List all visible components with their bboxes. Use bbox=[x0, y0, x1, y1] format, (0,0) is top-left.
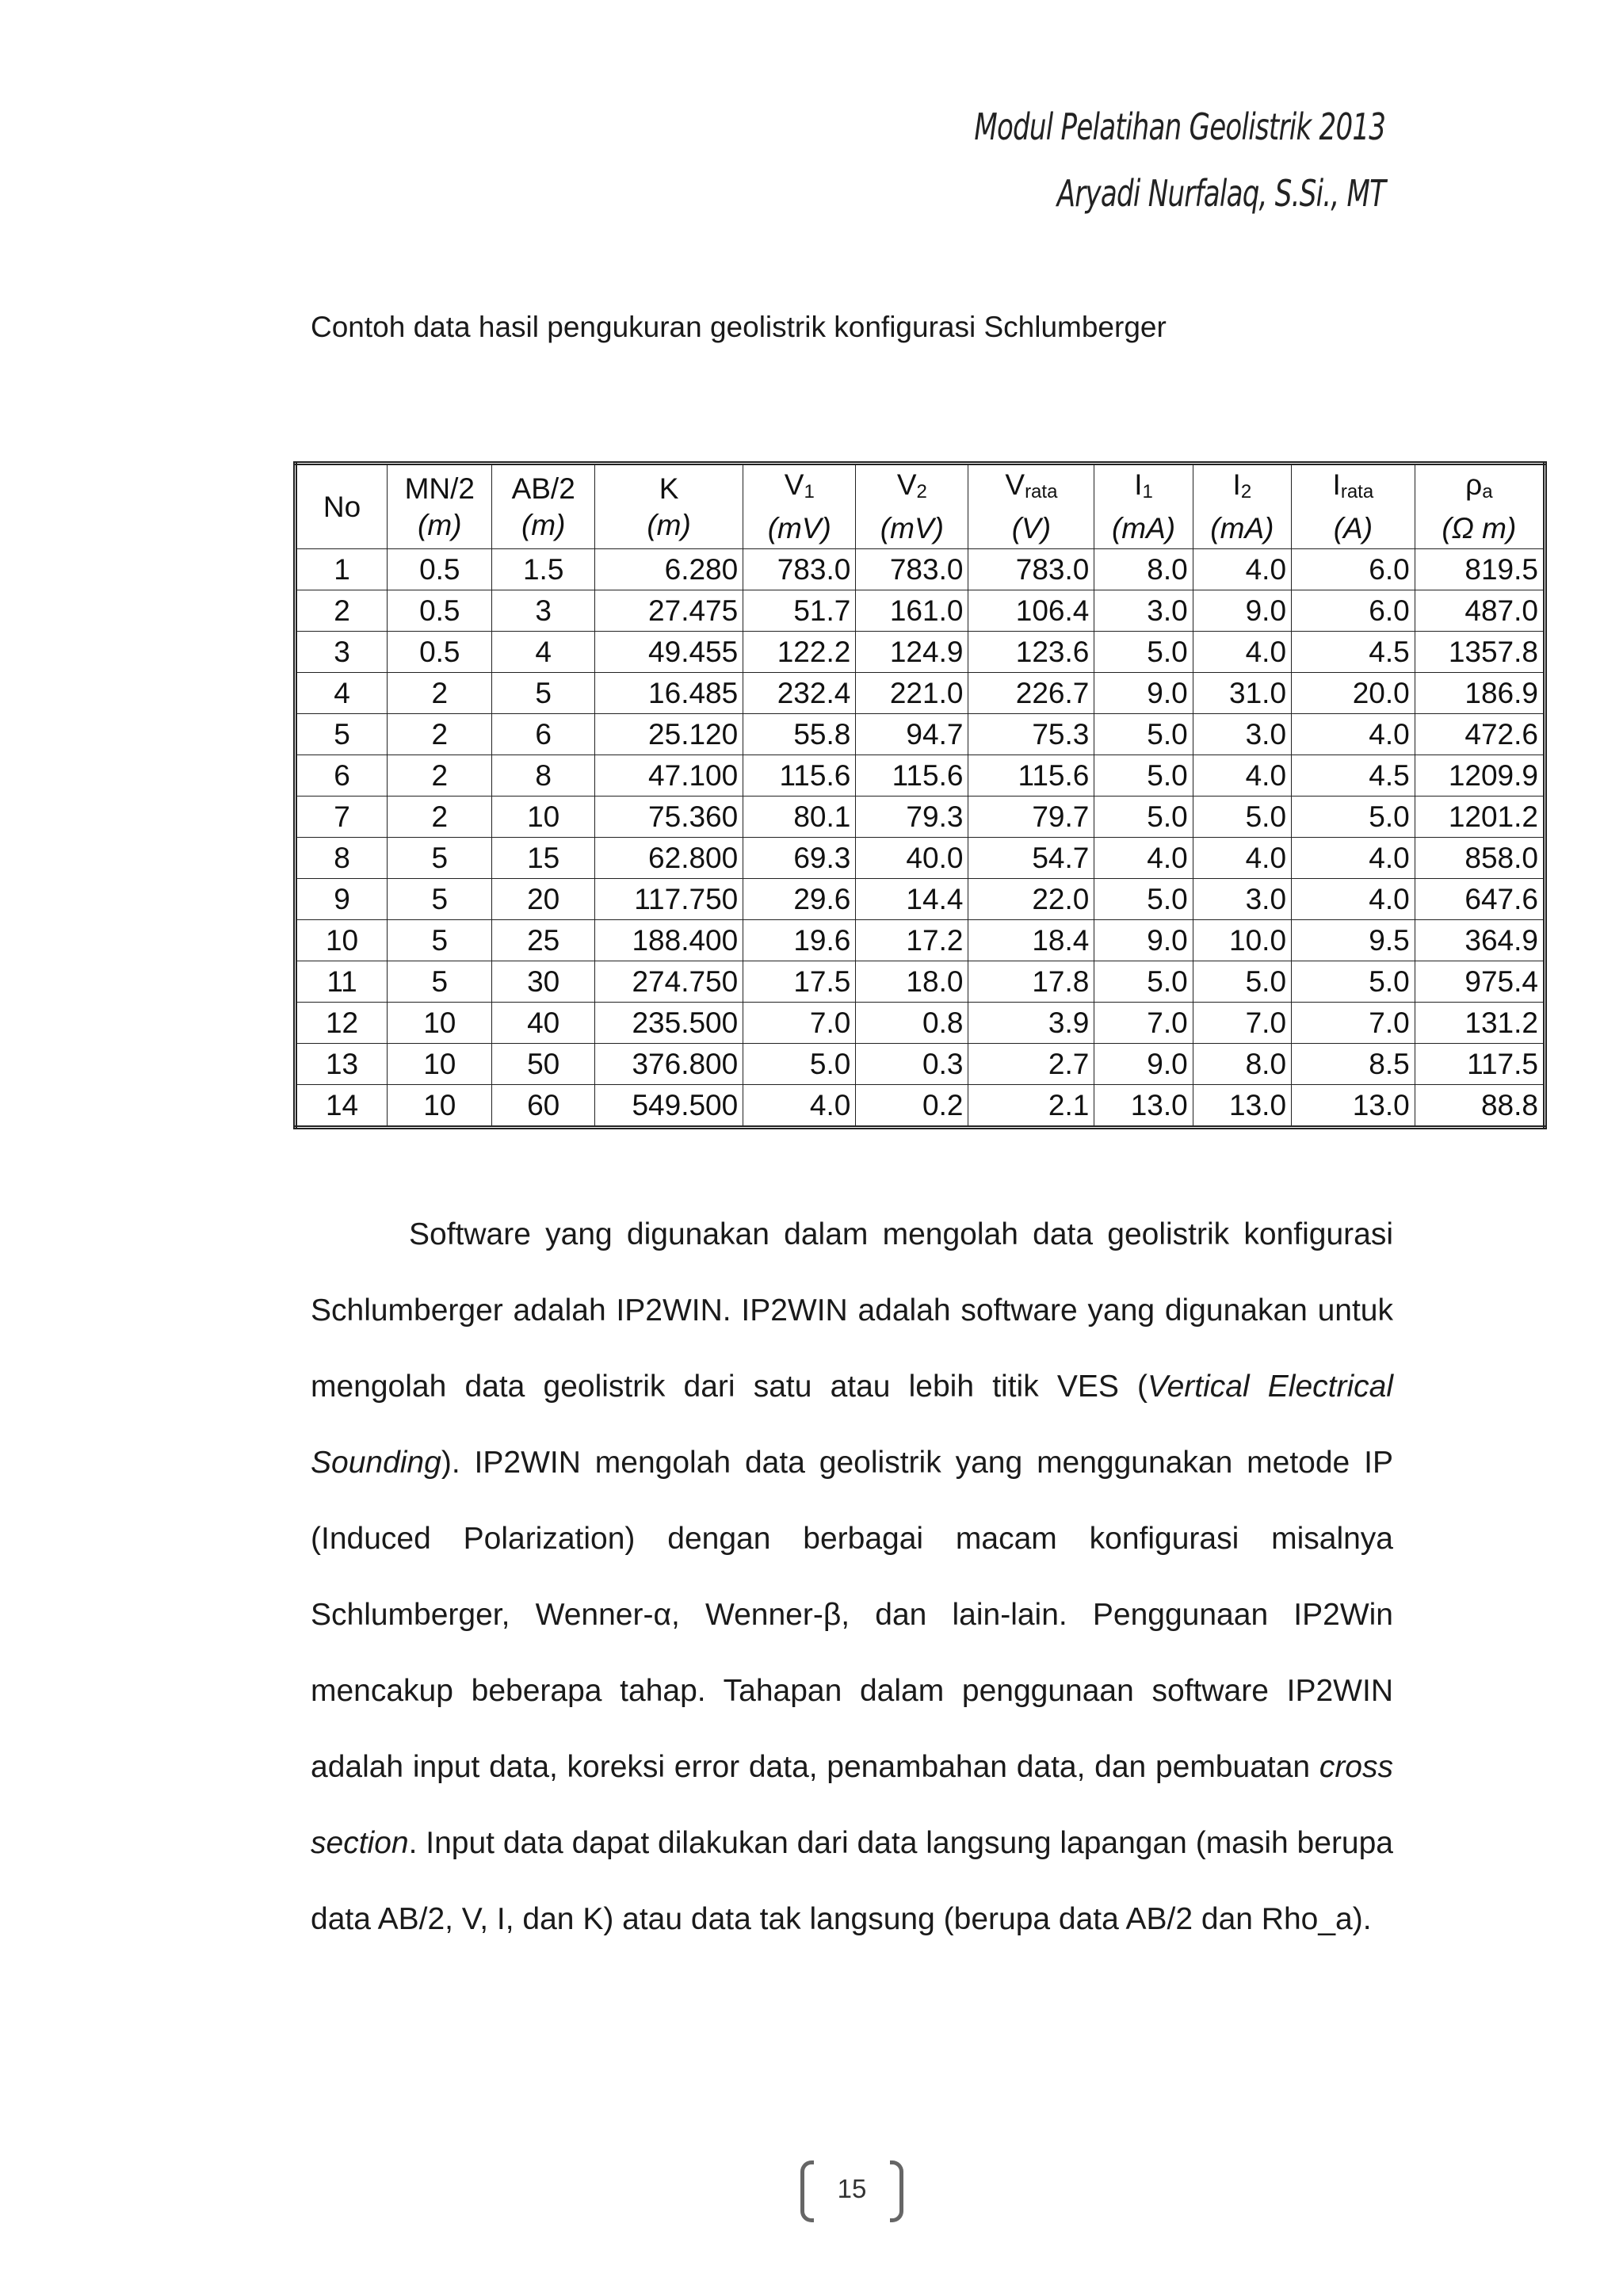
table-cell: 221.0 bbox=[856, 673, 968, 714]
table-caption: Contoh data hasil pengukuran geolistrik konfigurasi Schlumberger bbox=[311, 311, 1167, 343]
column-header-symbol: No bbox=[323, 490, 361, 523]
table-row bbox=[296, 755, 1545, 797]
table-cell: 2.1 bbox=[968, 1085, 1094, 1128]
paragraph-italic-cross-section: cross section bbox=[311, 1750, 1393, 1860]
table-cell: 4.0 bbox=[1292, 714, 1415, 755]
table-cell: 17.5 bbox=[743, 961, 856, 1003]
column-header-unit: (m) bbox=[521, 508, 566, 541]
table-cell: 7.0 bbox=[1094, 1003, 1193, 1044]
table-cell: 17.8 bbox=[968, 961, 1094, 1003]
column-header-label bbox=[747, 467, 852, 510]
table-cell: 1209.9 bbox=[1415, 755, 1545, 797]
table-cell: 88.8 bbox=[1415, 1085, 1545, 1128]
table-cell: 5.0 bbox=[1193, 797, 1291, 838]
table-cell: 10 bbox=[388, 1003, 492, 1044]
body-paragraph bbox=[311, 1197, 1393, 1958]
page-number-text: 15 bbox=[837, 2174, 867, 2203]
column-header-symbol: V bbox=[1005, 468, 1025, 501]
table-cell: 5.0 bbox=[1193, 961, 1291, 1003]
table-cell: 1201.2 bbox=[1415, 797, 1545, 838]
table-cell: 364.9 bbox=[1415, 920, 1545, 961]
table-cell: 549.500 bbox=[594, 1085, 743, 1128]
column-header-unit: (mA) bbox=[1111, 512, 1176, 544]
table-cell: 5.0 bbox=[1094, 755, 1193, 797]
table-cell: 54.7 bbox=[968, 838, 1094, 879]
table-cell: 5 bbox=[388, 920, 492, 961]
table-cell: 975.4 bbox=[1415, 961, 1545, 1003]
table-cell: 858.0 bbox=[1415, 838, 1545, 879]
table-row bbox=[296, 549, 1545, 590]
table-cell: 4.0 bbox=[1292, 838, 1415, 879]
table-cell: 4.5 bbox=[1292, 755, 1415, 797]
column-header-subscript: 2 bbox=[916, 481, 927, 502]
column-header-label bbox=[598, 471, 739, 507]
table-cell: 4.5 bbox=[1292, 632, 1415, 673]
page-number bbox=[792, 2157, 911, 2221]
table-cell: 487.0 bbox=[1415, 590, 1545, 632]
table-cell: 3 bbox=[296, 632, 388, 673]
table-cell: 16.485 bbox=[594, 673, 743, 714]
table-cell: 12 bbox=[296, 1003, 388, 1044]
table-cell: 0.2 bbox=[856, 1085, 968, 1128]
table-cell: 10 bbox=[296, 920, 388, 961]
column-header-symbol: ρ bbox=[1465, 468, 1483, 501]
table-cell: 161.0 bbox=[856, 590, 968, 632]
table-row bbox=[296, 714, 1545, 755]
table-cell: 18.4 bbox=[968, 920, 1094, 961]
table-cell: 27.475 bbox=[594, 590, 743, 632]
table-row bbox=[296, 1085, 1545, 1128]
table-cell: 0.3 bbox=[856, 1044, 968, 1085]
column-header-1 bbox=[388, 464, 492, 549]
table-cell: 10 bbox=[388, 1085, 492, 1128]
table-cell: 0.5 bbox=[388, 549, 492, 590]
column-header-4 bbox=[743, 464, 856, 549]
column-header-label bbox=[1098, 467, 1189, 510]
column-header-unit: (V) bbox=[1011, 512, 1052, 544]
table-cell: 8 bbox=[492, 755, 594, 797]
table-cell: 8 bbox=[296, 838, 388, 879]
column-header-symbol: K bbox=[659, 472, 679, 505]
table-cell: 5 bbox=[492, 673, 594, 714]
paragraph-text bbox=[311, 1197, 1393, 1958]
table-cell: 22.0 bbox=[968, 879, 1094, 920]
table-cell: 3.0 bbox=[1094, 590, 1193, 632]
table-cell: 3 bbox=[492, 590, 594, 632]
table-cell: 80.1 bbox=[743, 797, 856, 838]
table-cell: 5.0 bbox=[1292, 961, 1415, 1003]
table-row bbox=[296, 1003, 1545, 1044]
table-cell: 15 bbox=[492, 838, 594, 879]
table-cell: 2 bbox=[388, 797, 492, 838]
table-row bbox=[296, 879, 1545, 920]
table-row bbox=[296, 961, 1545, 1003]
table-cell: 47.100 bbox=[594, 755, 743, 797]
table-cell: 9.0 bbox=[1193, 590, 1291, 632]
header-title: Modul Pelatihan Geolistrik 2013 bbox=[974, 105, 1385, 148]
table-cell: 4.0 bbox=[1193, 632, 1291, 673]
table-cell: 13.0 bbox=[1094, 1085, 1193, 1128]
table-cell: 20.0 bbox=[1292, 673, 1415, 714]
column-header-subscript: a bbox=[1482, 481, 1493, 502]
table-cell: 235.500 bbox=[594, 1003, 743, 1044]
column-header-unit: (m) bbox=[418, 508, 462, 541]
table-cell: 7 bbox=[296, 797, 388, 838]
column-header-10 bbox=[1415, 464, 1545, 549]
table-cell: 6 bbox=[492, 714, 594, 755]
table-cell: 75.360 bbox=[594, 797, 743, 838]
table-cell: 376.800 bbox=[594, 1044, 743, 1085]
column-header-label bbox=[300, 489, 384, 525]
table-header bbox=[296, 464, 1545, 549]
table-cell: 472.6 bbox=[1415, 714, 1545, 755]
table-cell: 123.6 bbox=[968, 632, 1094, 673]
column-header-subscript: rata bbox=[1340, 481, 1374, 502]
table-cell: 115.6 bbox=[743, 755, 856, 797]
table-cell: 1357.8 bbox=[1415, 632, 1545, 673]
table-cell: 5 bbox=[388, 879, 492, 920]
table-cell: 274.750 bbox=[594, 961, 743, 1003]
column-header-subscript: 1 bbox=[1142, 481, 1153, 502]
table-cell: 40 bbox=[492, 1003, 594, 1044]
table-cell: 4.0 bbox=[1094, 838, 1193, 879]
table-cell: 117.750 bbox=[594, 879, 743, 920]
table-cell: 106.4 bbox=[968, 590, 1094, 632]
table-cell: 819.5 bbox=[1415, 549, 1545, 590]
table-cell: 5 bbox=[388, 838, 492, 879]
table-cell: 4.0 bbox=[743, 1085, 856, 1128]
table-cell: 9.0 bbox=[1094, 920, 1193, 961]
table-cell: 29.6 bbox=[743, 879, 856, 920]
table-cell: 6.280 bbox=[594, 549, 743, 590]
table-cell: 4.0 bbox=[1193, 549, 1291, 590]
paragraph-part-3: ). IP2WIN mengolah data geolistrik yang menggunakan metode IP (Induced Polarization) dengan berbagai macam konfigurasi misalnya Schlumberger, Wenner-α, Wenner-β, dan lain-lain. Penggunaan IP2Win mencakup beberapa tahap. Tahapan dalam penggunaan software IP2WIN adalah input data, koreksi error data, penambahan data, dan pembuatan bbox=[311, 1446, 1393, 1784]
table-cell: 79.3 bbox=[856, 797, 968, 838]
table-cell: 2 bbox=[388, 673, 492, 714]
table-cell: 50 bbox=[492, 1044, 594, 1085]
table-cell: 783.0 bbox=[743, 549, 856, 590]
column-header-unit: (mA) bbox=[1210, 512, 1274, 544]
column-header-7 bbox=[1094, 464, 1193, 549]
table-cell: 783.0 bbox=[968, 549, 1094, 590]
column-header-symbol: I bbox=[1134, 468, 1143, 501]
table-cell: 2 bbox=[388, 755, 492, 797]
column-header-label bbox=[1197, 467, 1288, 510]
table-row bbox=[296, 1044, 1545, 1085]
header-author: Aryadi Nurfalaq, S.Si., MT bbox=[1056, 172, 1385, 215]
table-cell: 5.0 bbox=[1094, 961, 1193, 1003]
paragraph-part-1: Software yang digunakan dalam mengolah data geolistrik konfigurasi Schlumberger adalah IP2WIN. IP2WIN adalah software yang digunakan untuk mengolah data geolistrik dari satu atau lebih titik VES ( bbox=[311, 1217, 1393, 1404]
column-header-subscript: rata bbox=[1025, 481, 1058, 502]
table-cell: 10.0 bbox=[1193, 920, 1291, 961]
column-header-label bbox=[391, 471, 488, 507]
column-header-label bbox=[1419, 467, 1540, 510]
table-cell: 17.2 bbox=[856, 920, 968, 961]
table-cell: 2 bbox=[296, 590, 388, 632]
table-cell: 8.0 bbox=[1193, 1044, 1291, 1085]
table-cell: 2 bbox=[388, 714, 492, 755]
table-cell: 0.5 bbox=[388, 590, 492, 632]
table-cell: 4.0 bbox=[1193, 755, 1291, 797]
table-cell: 0.5 bbox=[388, 632, 492, 673]
table-cell: 10 bbox=[388, 1044, 492, 1085]
table-cell: 188.400 bbox=[594, 920, 743, 961]
table-cell: 49.455 bbox=[594, 632, 743, 673]
column-header-0 bbox=[296, 464, 388, 549]
table-body bbox=[296, 549, 1545, 1128]
table-cell: 115.6 bbox=[968, 755, 1094, 797]
column-header-label bbox=[495, 471, 590, 507]
column-header-symbol: V bbox=[896, 468, 917, 501]
table-cell: 6.0 bbox=[1292, 549, 1415, 590]
table-cell: 7.0 bbox=[743, 1003, 856, 1044]
table-cell: 40.0 bbox=[856, 838, 968, 879]
left-bracket-icon bbox=[800, 2160, 814, 2222]
column-header-unit: (m) bbox=[647, 508, 691, 541]
table-cell: 10 bbox=[492, 797, 594, 838]
table-cell: 30 bbox=[492, 961, 594, 1003]
table-cell: 5.0 bbox=[743, 1044, 856, 1085]
table-cell: 13.0 bbox=[1193, 1085, 1291, 1128]
table-cell: 14 bbox=[296, 1085, 388, 1128]
table-cell: 94.7 bbox=[856, 714, 968, 755]
column-header-label bbox=[859, 467, 964, 510]
table-cell: 5 bbox=[388, 961, 492, 1003]
table-cell: 79.7 bbox=[968, 797, 1094, 838]
table-cell: 226.7 bbox=[968, 673, 1094, 714]
table-cell: 25.120 bbox=[594, 714, 743, 755]
table-cell: 2.7 bbox=[968, 1044, 1094, 1085]
table-row bbox=[296, 838, 1545, 879]
paragraph-part-5: . Input data dapat dilakukan dari data langsung lapangan (masih berupa data AB/2, V, I, dan K) atau data tak langsung (berupa data AB/2 dan Rho_a). bbox=[311, 1826, 1393, 1936]
table-cell: 5.0 bbox=[1292, 797, 1415, 838]
table-cell: 115.6 bbox=[856, 755, 968, 797]
column-header-label bbox=[1295, 467, 1411, 510]
table-cell: 232.4 bbox=[743, 673, 856, 714]
table-row bbox=[296, 920, 1545, 961]
table-cell: 13 bbox=[296, 1044, 388, 1085]
table-cell: 4 bbox=[296, 673, 388, 714]
column-header-8 bbox=[1193, 464, 1291, 549]
table-cell: 8.5 bbox=[1292, 1044, 1415, 1085]
table-cell: 13.0 bbox=[1292, 1085, 1415, 1128]
table-row bbox=[296, 797, 1545, 838]
table-cell: 9.0 bbox=[1094, 1044, 1193, 1085]
table-cell: 9.0 bbox=[1094, 673, 1193, 714]
table-cell: 31.0 bbox=[1193, 673, 1291, 714]
table-cell: 14.4 bbox=[856, 879, 968, 920]
table-cell: 5.0 bbox=[1094, 879, 1193, 920]
table-row bbox=[296, 673, 1545, 714]
column-header-label bbox=[972, 467, 1090, 510]
table-cell: 9 bbox=[296, 879, 388, 920]
table-cell: 3.9 bbox=[968, 1003, 1094, 1044]
paragraph-italic-ves: Vertical Electrical Sounding bbox=[311, 1370, 1393, 1480]
column-header-subscript: 1 bbox=[804, 481, 815, 502]
table-cell: 783.0 bbox=[856, 549, 968, 590]
table-cell: 69.3 bbox=[743, 838, 856, 879]
column-header-2 bbox=[492, 464, 594, 549]
table-cell: 18.0 bbox=[856, 961, 968, 1003]
table-cell: 3.0 bbox=[1193, 879, 1291, 920]
table-cell: 11 bbox=[296, 961, 388, 1003]
table-cell: 4.0 bbox=[1292, 879, 1415, 920]
table-cell: 25 bbox=[492, 920, 594, 961]
table-cell: 124.9 bbox=[856, 632, 968, 673]
column-header-symbol: AB/2 bbox=[511, 472, 575, 505]
column-header-unit: (mV) bbox=[880, 512, 944, 544]
column-header-unit: (mV) bbox=[767, 512, 831, 544]
table-cell: 20 bbox=[492, 879, 594, 920]
column-header-symbol: I bbox=[1232, 468, 1241, 501]
column-header-unit: (Ω m) bbox=[1442, 512, 1517, 544]
table-cell: 5.0 bbox=[1094, 797, 1193, 838]
measurement-table bbox=[293, 461, 1547, 1129]
table-cell: 7.0 bbox=[1193, 1003, 1291, 1044]
table-cell: 186.9 bbox=[1415, 673, 1545, 714]
table-cell: 647.6 bbox=[1415, 879, 1545, 920]
table-cell: 1.5 bbox=[492, 549, 594, 590]
column-header-symbol: MN/2 bbox=[404, 472, 475, 505]
column-header-unit: (A) bbox=[1333, 512, 1373, 544]
table-cell: 19.6 bbox=[743, 920, 856, 961]
column-header-3 bbox=[594, 464, 743, 549]
table-cell: 75.3 bbox=[968, 714, 1094, 755]
table-cell: 1 bbox=[296, 549, 388, 590]
header-row bbox=[296, 464, 1545, 549]
table-cell: 5 bbox=[296, 714, 388, 755]
column-header-9 bbox=[1292, 464, 1415, 549]
table-cell: 62.800 bbox=[594, 838, 743, 879]
table-cell: 4 bbox=[492, 632, 594, 673]
table-cell: 131.2 bbox=[1415, 1003, 1545, 1044]
table-cell: 9.5 bbox=[1292, 920, 1415, 961]
column-header-subscript: 2 bbox=[1240, 481, 1252, 502]
table-cell: 3.0 bbox=[1193, 714, 1291, 755]
table-row bbox=[296, 632, 1545, 673]
table-cell: 8.0 bbox=[1094, 549, 1193, 590]
table-cell: 51.7 bbox=[743, 590, 856, 632]
table-cell: 6 bbox=[296, 755, 388, 797]
table-cell: 5.0 bbox=[1094, 714, 1193, 755]
table-row bbox=[296, 590, 1545, 632]
column-header-symbol: I bbox=[1332, 468, 1341, 501]
table-cell: 55.8 bbox=[743, 714, 856, 755]
table-cell: 60 bbox=[492, 1085, 594, 1128]
table-cell: 117.5 bbox=[1415, 1044, 1545, 1085]
column-header-5 bbox=[856, 464, 968, 549]
table-cell: 0.8 bbox=[856, 1003, 968, 1044]
table-cell: 6.0 bbox=[1292, 590, 1415, 632]
table-cell: 4.0 bbox=[1193, 838, 1291, 879]
table-cell: 5.0 bbox=[1094, 632, 1193, 673]
right-bracket-icon bbox=[890, 2160, 903, 2222]
column-header-6 bbox=[968, 464, 1094, 549]
table-cell: 122.2 bbox=[743, 632, 856, 673]
document-header bbox=[974, 94, 1385, 227]
column-header-symbol: V bbox=[784, 468, 804, 501]
table-cell: 7.0 bbox=[1292, 1003, 1415, 1044]
